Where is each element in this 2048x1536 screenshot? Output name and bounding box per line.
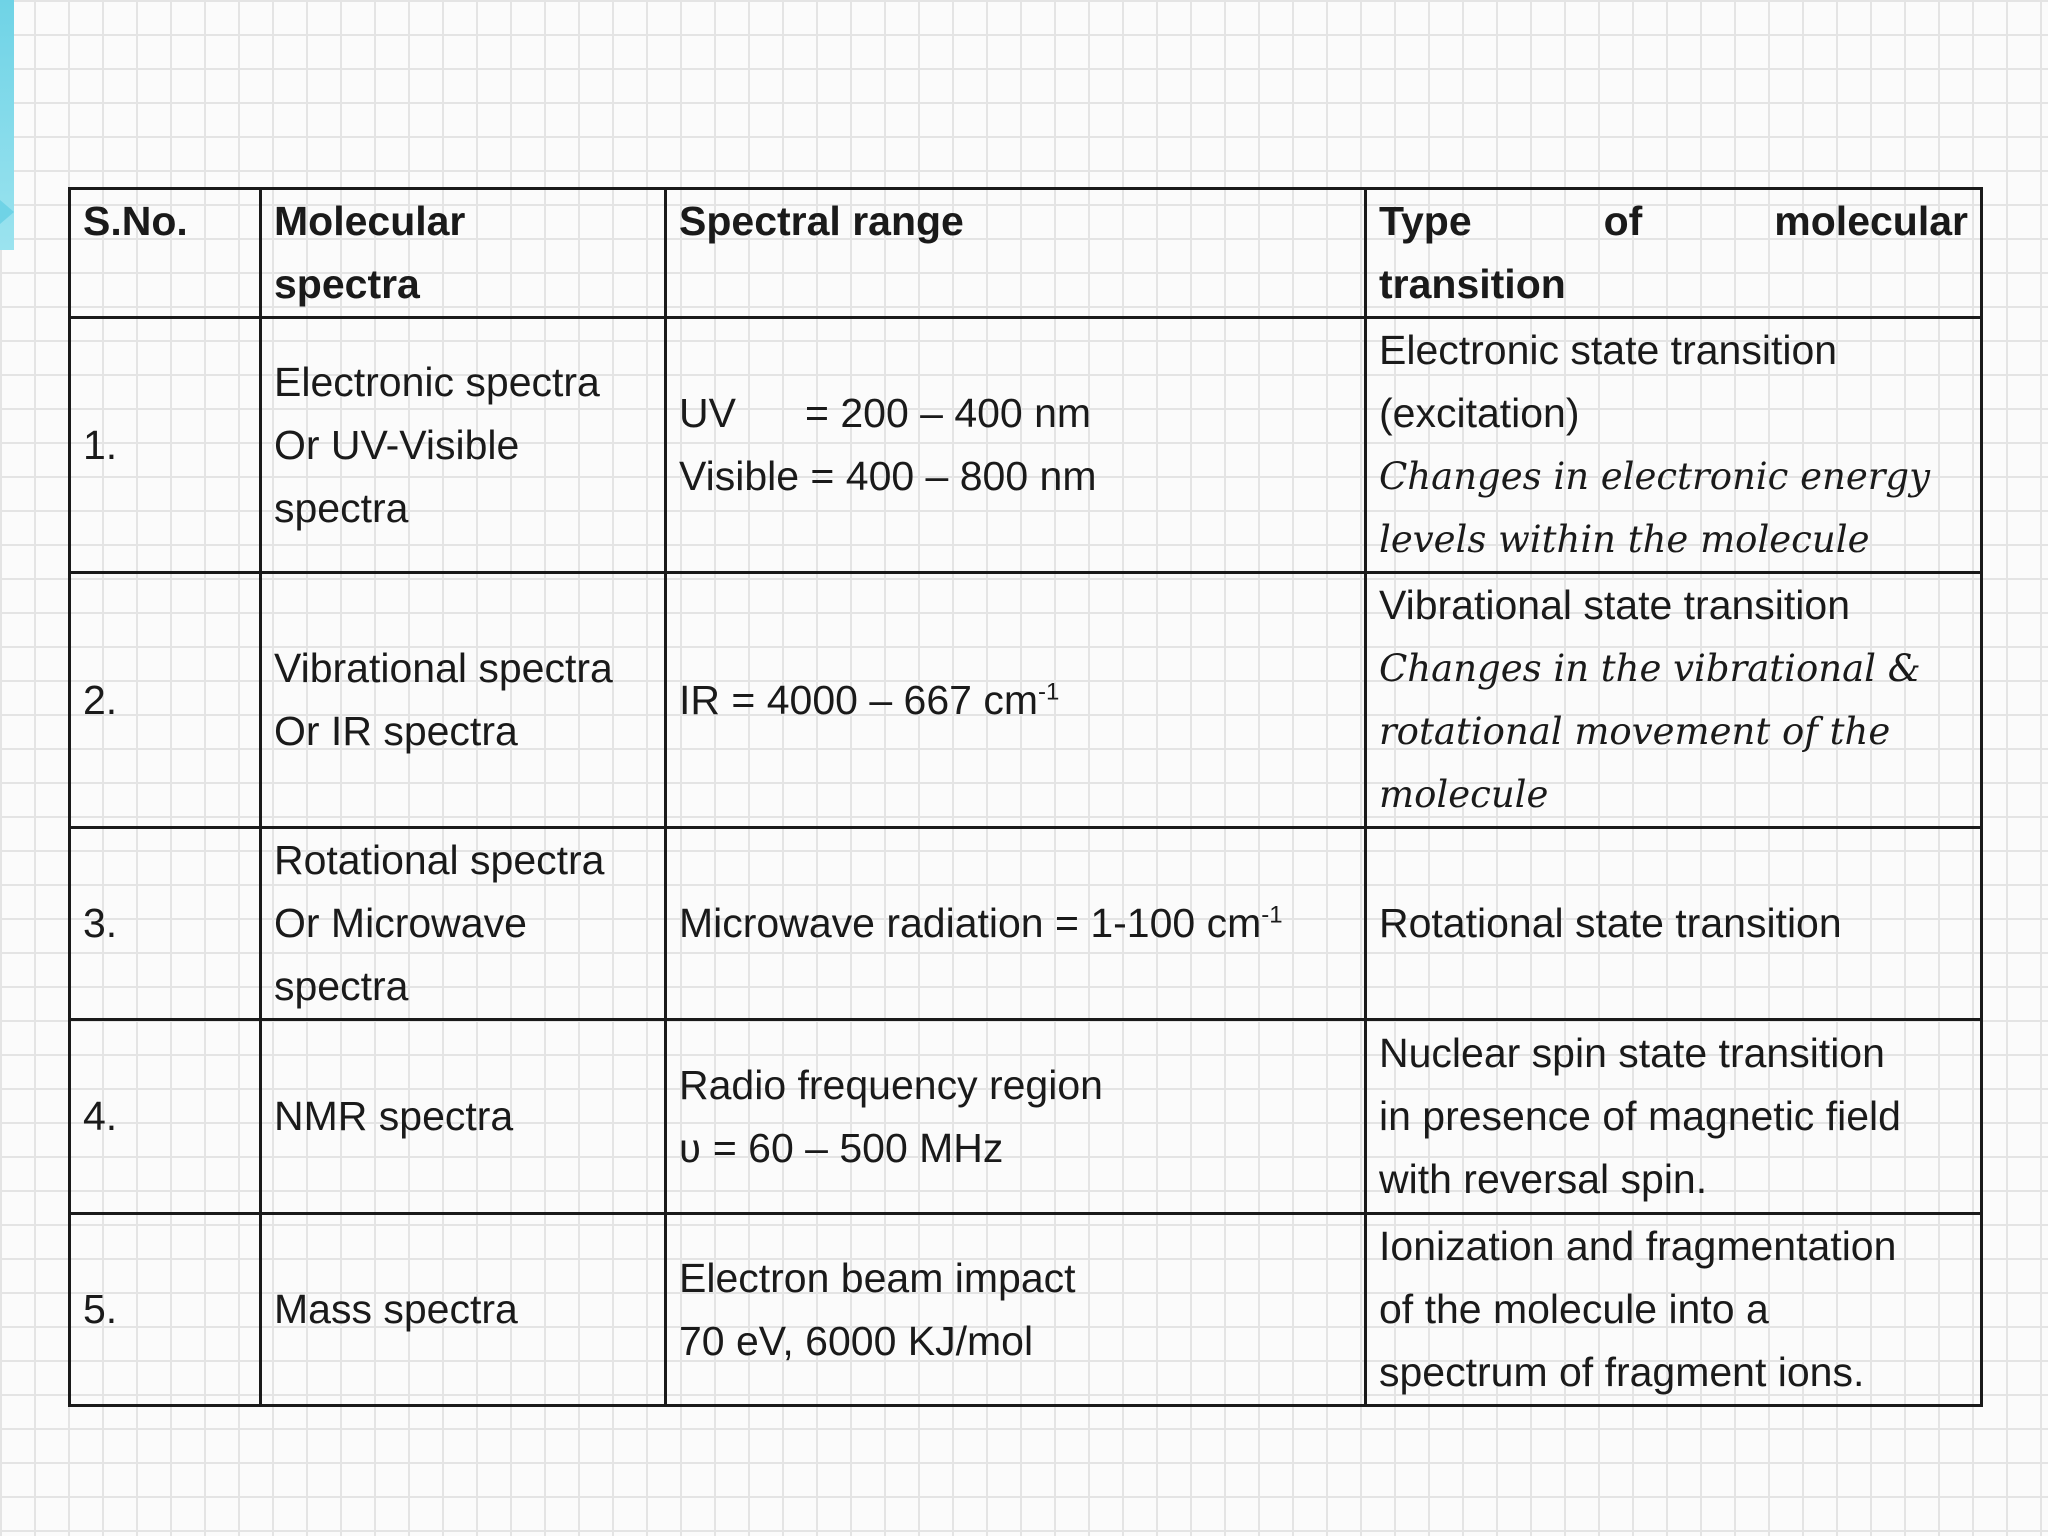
header-sno: S.No.	[70, 189, 261, 318]
table-row	[70, 318, 1982, 573]
row-range: IR = 4000 – 667 $cm^{-1}$	[666, 573, 1366, 828]
row-sno: 2.	[70, 573, 261, 828]
header-transition-type: Type of molecular transition	[1366, 189, 1982, 318]
row-sno: 4.	[70, 1020, 261, 1214]
header-molecular-spectra: Molecular spectra	[261, 189, 666, 318]
row-range: Microwave radiation = 1-100 $cm^{-1}$	[666, 828, 1366, 1020]
row-range: Electron beam impact 70 eV, 6000 KJ/mol	[666, 1214, 1366, 1406]
row-range: UV = 200 – 400 nm Visible = 400 – 800 nm	[666, 318, 1366, 573]
row-transition: Nuclear spin state transition in presence of magnetic field with reversal spin.	[1366, 1020, 1982, 1214]
slide-accent-bar	[0, 0, 14, 250]
row-transition: Rotational state transition	[1366, 828, 1982, 1020]
table-row	[70, 1020, 1982, 1214]
row-spectra: NMR spectra	[261, 1020, 666, 1214]
table-row	[70, 573, 1982, 828]
table-row	[70, 1214, 1982, 1406]
row-spectra: Rotational spectra Or Microwave spectra	[261, 828, 666, 1020]
row-transition: Electronic state transition (excitation) Changes in electronic energy levels within the molecule	[1366, 318, 1982, 573]
molecular-spectra-table	[68, 187, 1983, 1407]
row-spectra: Mass spectra	[261, 1214, 666, 1406]
table-row	[70, 828, 1982, 1020]
row-transition: Vibrational state transition Changes in the vibrational & rotational movement of the molecule	[1366, 573, 1982, 828]
row-spectra: Vibrational spectra Or IR spectra	[261, 573, 666, 828]
row-sno: 3.	[70, 828, 261, 1020]
row-sno: 1.	[70, 318, 261, 573]
row-sno: 5.	[70, 1214, 261, 1406]
row-spectra: Electronic spectra Or UV-Visible spectra	[261, 318, 666, 573]
row-range: Radio frequency region ʋ = 60 – 500 MHz	[666, 1020, 1366, 1214]
table-header-row	[70, 189, 1982, 318]
row-transition: Ionization and fragmentation of the molecule into a spectrum of fragment ions.	[1366, 1214, 1982, 1406]
header-spectral-range: Spectral range	[666, 189, 1366, 318]
